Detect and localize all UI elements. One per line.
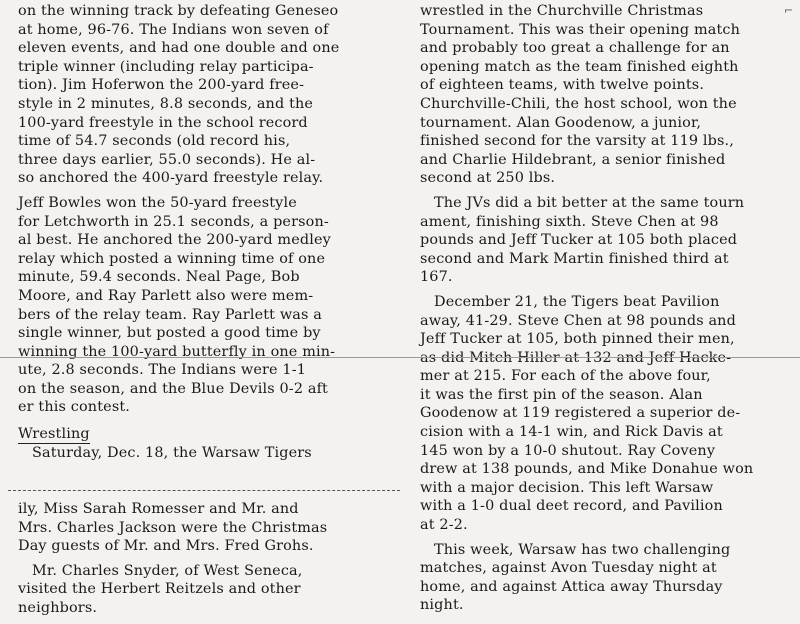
text-line: Mrs. Charles Jackson were the Christmas <box>18 519 328 536</box>
text-line: Tournament. This was their opening match <box>420 21 741 38</box>
text-line: and probably too great a challenge for an <box>420 40 730 57</box>
text-line: night. <box>420 597 464 614</box>
text-line: Moore, and Ray Parlett also were mem- <box>18 287 314 304</box>
wrestling-paragraph-1 <box>420 2 790 188</box>
left-column-lower-article <box>18 500 388 624</box>
text-line: and Charlie Hildebrant, a senior finished <box>420 151 726 168</box>
text-line: matches, against Avon Tuesday night at <box>420 560 717 577</box>
text-line: on the season, and the Blue Devils 0-2 aft <box>18 380 328 397</box>
text-line: home, and against Attica away Thursday <box>420 578 723 595</box>
text-line: minute, 59.4 seconds. Neal Page, Bob <box>18 269 300 286</box>
text-line: This week, Warsaw has two challenging <box>434 541 731 558</box>
clipping-cut-line <box>8 490 400 491</box>
text-line: wrestled in the Churchville Christmas <box>420 3 704 19</box>
text-line: ily, Miss Sarah Romesser and Mr. and <box>18 501 299 517</box>
text-line: ute, 2.8 seconds. The Indians were 1-1 <box>18 362 307 379</box>
text-line: December 21, the Tigers beat Pavilion <box>434 293 720 310</box>
text-line: so anchored the 400-yard freestyle relay. <box>18 170 324 187</box>
text-line: 100-yard freestyle in the school record <box>18 114 308 131</box>
text-line: single winner, but posted a good time by <box>18 325 321 342</box>
text-line: of eighteen teams, with twelve points. <box>420 77 705 94</box>
text-line: Jeff Tucker at 105, both pinned their men, <box>420 331 735 348</box>
text-line: away, 41-29. Steve Chen at 98 pounds and <box>420 312 736 329</box>
wrestling-heading: Wrestling <box>18 426 90 443</box>
fold-line <box>0 357 800 358</box>
text-line: al best. He anchored the 200-yard medley <box>18 232 331 249</box>
text-line: tournament. Alan Goodenow, a junior, <box>420 114 702 131</box>
text-line: neighbors. <box>18 599 98 616</box>
scan-speck: ⌐ <box>784 4 794 17</box>
text-line: time of 54.7 seconds (old record his, <box>18 133 291 150</box>
text-line: eleven events, and had one double and one <box>18 40 340 57</box>
text-line: The JVs did a bit better at the same tourn <box>434 194 745 211</box>
text-line: opening match as the team finished eighth <box>420 58 739 75</box>
text-line: at home, 96-76. The Indians won seven of <box>18 21 329 38</box>
text-line: winning the 100-yard butterfly in one min- <box>18 343 336 360</box>
text-line: triple winner (including relay participa- <box>18 58 314 75</box>
text-line: visited the Herbert Reitzels and other <box>18 581 301 598</box>
wrestling-paragraph-3 <box>420 293 790 535</box>
text-line: Day guests of Mr. and Mrs. Fred Grohs. <box>18 538 314 555</box>
text-line: Goodenow at 119 registered a superior de- <box>420 405 741 422</box>
social-paragraph-1 <box>18 500 388 556</box>
text-line: style in 2 minutes, 8.8 seconds, and the <box>18 95 314 112</box>
text-line: 145 won by a 10-0 shutout. Ray Coveny <box>420 442 716 459</box>
text-line: Saturday, Dec. 18, the Warsaw Tigers <box>32 445 312 462</box>
text-line: mer at 215. For each of the above four, <box>420 368 711 385</box>
text-line: with a major decision. This left Warsaw <box>420 479 714 496</box>
text-line: second and Mark Martin finished third at <box>420 250 729 267</box>
right-column-article <box>420 2 790 621</box>
wrestling-section <box>18 425 388 463</box>
text-line: on the winning track by defeating Geneseo <box>18 3 339 19</box>
wrestling-paragraph-2 <box>420 194 790 287</box>
text-line: three days earlier, 55.0 seconds). He al- <box>18 151 316 168</box>
text-line: second at 250 lbs. <box>420 170 556 187</box>
text-line: Mr. Charles Snyder, of West Seneca, <box>32 562 303 579</box>
wrestling-paragraph-4 <box>420 541 790 615</box>
text-line: bers of the relay team. Ray Parlett was a <box>18 306 323 323</box>
left-column-article <box>18 2 388 469</box>
text-line: 167. <box>420 269 453 286</box>
text-line: pounds and Jeff Tucker at 105 both placed <box>420 232 738 249</box>
text-line: Churchville-Chili, the host school, won the <box>420 95 737 112</box>
text-line: ament, finishing sixth. Steve Chen at 98 <box>420 213 719 230</box>
text-line: finished second for the varsity at 119 lbs., <box>420 133 735 150</box>
social-paragraph-2 <box>18 562 388 618</box>
text-line: with a 1-0 dual deet record, and Pavilion <box>420 498 723 515</box>
text-line: it was the first pin of the season. Alan <box>420 386 703 403</box>
swimming-paragraph-2 <box>18 194 388 417</box>
text-line: relay which posted a winning time of one <box>18 250 326 267</box>
text-line: for Letchworth in 25.1 seconds, a person- <box>18 213 329 230</box>
text-line: at 2-2. <box>420 517 468 534</box>
text-line: as did Mitch Hiller at 132 and Jeff Hacke- <box>420 349 732 366</box>
text-line: Jeff Bowles won the 50-yard freestyle <box>18 194 297 211</box>
text-line: cision with a 14-1 win, and Rick Davis at <box>420 424 723 441</box>
text-line: er this contest. <box>18 399 131 416</box>
text-line: drew at 138 pounds, and Mike Donahue won <box>420 461 754 478</box>
swimming-paragraph-1 <box>18 2 388 188</box>
text-line: tion). Jim Hoferwon the 200-yard free- <box>18 77 305 94</box>
